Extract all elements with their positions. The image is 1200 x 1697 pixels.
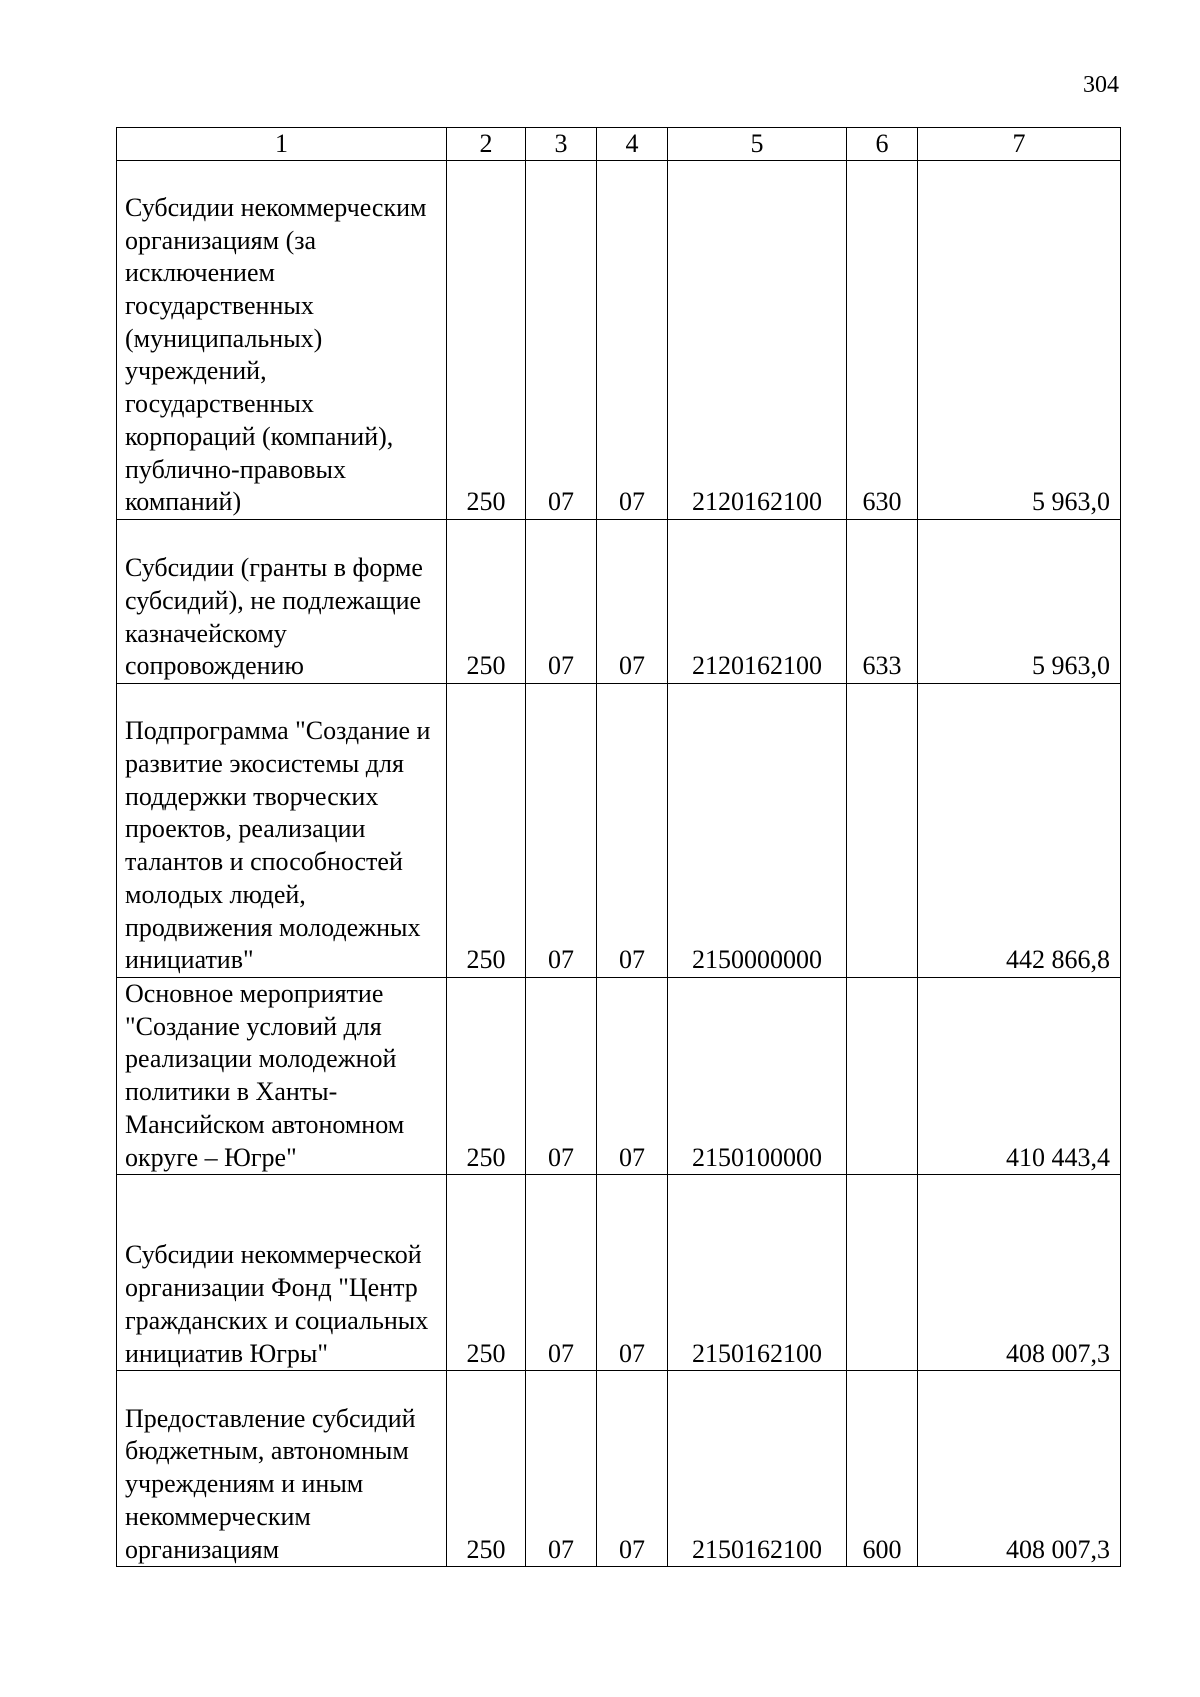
table-header-row (117, 128, 1121, 161)
cell-value: 07 (526, 161, 597, 520)
cell-value: 633 (847, 520, 918, 684)
page-number: 304 (1083, 72, 1119, 98)
column-header: 6 (847, 128, 918, 161)
cell-value: 07 (597, 978, 668, 1175)
cell-value: 2150100000 (668, 978, 847, 1175)
cell-value: 07 (597, 684, 668, 978)
cell-value: 2150162100 (668, 1371, 847, 1567)
table-row (117, 978, 1121, 1175)
cell-value: 07 (526, 520, 597, 684)
cell-value: 250 (447, 978, 526, 1175)
column-header: 1 (117, 128, 447, 161)
row-name: Подпрограмма "Создание и развитие экосистемы для поддержки творческих проектов, реализации талантов и способностей молодых людей, продвижения молодежных инициатив" (117, 684, 447, 978)
table-row (117, 1371, 1121, 1567)
column-header: 2 (447, 128, 526, 161)
column-header: 7 (918, 128, 1121, 161)
row-name: Основное мероприятие "Создание условий для реализации молодежной политики в Ханты-Мансийском автономном округе – Югре" (117, 978, 447, 1175)
cell-amount: 5 963,0 (918, 520, 1121, 684)
cell-value (847, 684, 918, 978)
cell-value: 2120162100 (668, 161, 847, 520)
cell-value: 250 (447, 1175, 526, 1371)
table-row (117, 161, 1121, 520)
table-row (117, 520, 1121, 684)
row-name: Субсидии (гранты в форме субсидий), не подлежащие казначейскому сопровождению (117, 520, 447, 684)
cell-value (847, 1175, 918, 1371)
cell-value: 07 (597, 1175, 668, 1371)
column-header: 3 (526, 128, 597, 161)
cell-value: 250 (447, 684, 526, 978)
cell-value: 2120162100 (668, 520, 847, 684)
cell-value: 250 (447, 1371, 526, 1567)
cell-amount: 408 007,3 (918, 1371, 1121, 1567)
cell-value: 630 (847, 161, 918, 520)
row-name: Субсидии некоммерческой организации Фонд "Центр гражданских и социальных инициатив Югры" (117, 1175, 447, 1371)
cell-value: 07 (597, 1371, 668, 1567)
row-name: Субсидии некоммерческим организациям (за исключением государственных (муниципальных) учреждений, государственных корпораций (компаний), публично-правовых компаний) (117, 161, 447, 520)
column-header: 5 (668, 128, 847, 161)
cell-value: 250 (447, 520, 526, 684)
cell-value: 2150162100 (668, 1175, 847, 1371)
cell-value: 07 (597, 161, 668, 520)
cell-amount: 410 443,4 (918, 978, 1121, 1175)
cell-value: 07 (526, 684, 597, 978)
cell-amount: 442 866,8 (918, 684, 1121, 978)
cell-value: 2150000000 (668, 684, 847, 978)
row-name: Предоставление субсидий бюджетным, автономным учреждениям и иным некоммерческим организациям (117, 1371, 447, 1567)
cell-amount: 408 007,3 (918, 1175, 1121, 1371)
cell-value: 600 (847, 1371, 918, 1567)
cell-value: 250 (447, 161, 526, 520)
budget-table (116, 127, 1121, 1567)
cell-value: 07 (526, 1371, 597, 1567)
table-row (117, 1175, 1121, 1371)
cell-value: 07 (526, 1175, 597, 1371)
cell-amount: 5 963,0 (918, 161, 1121, 520)
table-row (117, 684, 1121, 978)
column-header: 4 (597, 128, 668, 161)
cell-value: 07 (526, 978, 597, 1175)
cell-value: 07 (597, 520, 668, 684)
cell-value (847, 978, 918, 1175)
